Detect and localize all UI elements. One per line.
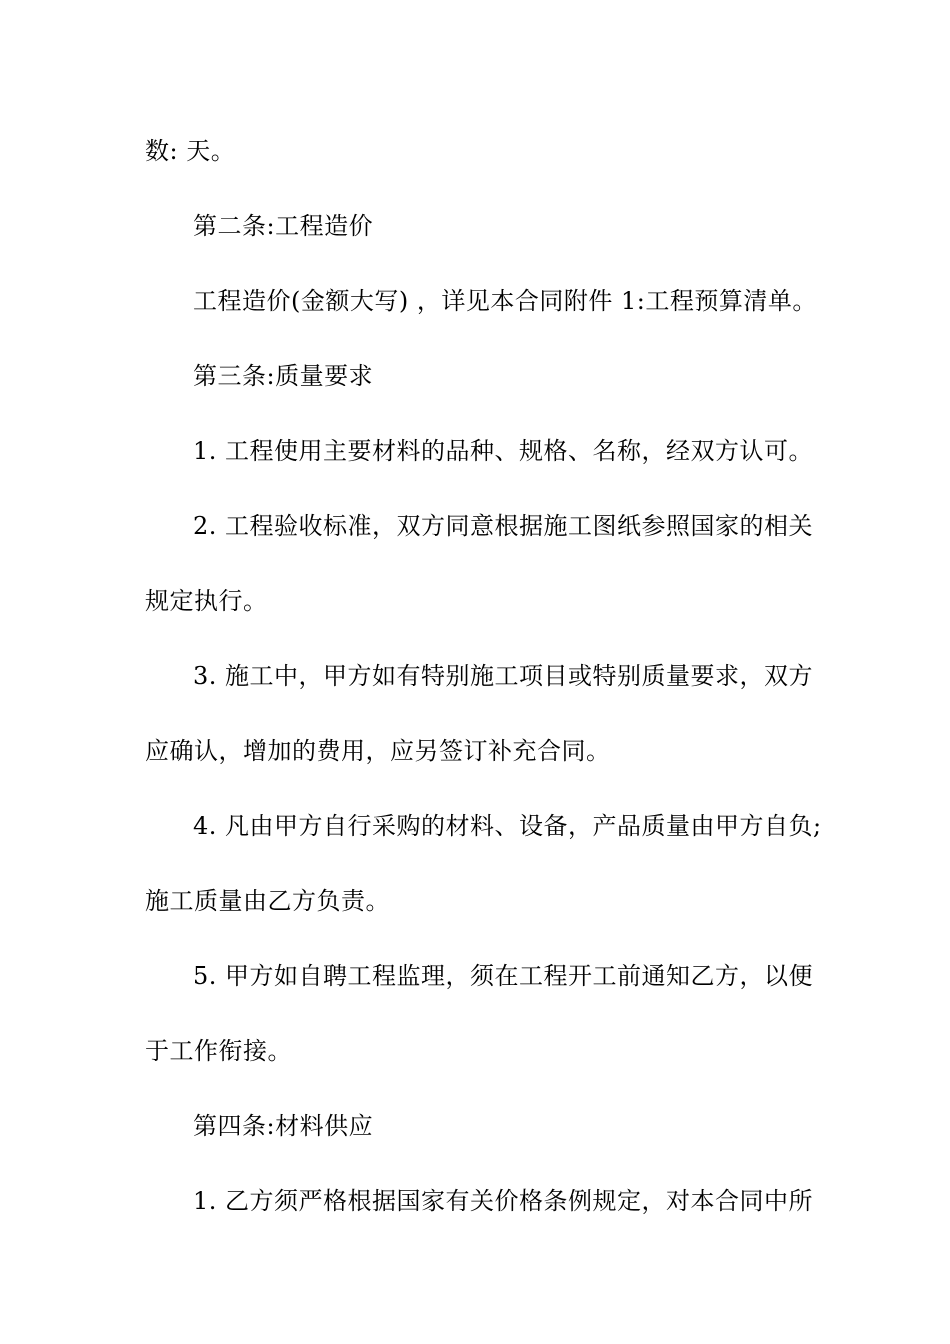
list-item-3-3-continued: 应确认，增加的费用，应另签订补充合同。 bbox=[145, 737, 611, 765]
list-item-3-5-continued: 于工作衔接。 bbox=[145, 1037, 292, 1065]
section-heading-3: 第三条:质量要求 bbox=[193, 362, 374, 390]
section-heading-4: 第四条:材料供应 bbox=[193, 1112, 374, 1140]
list-item-3-2: 2. 工程验收标准，双方同意根据施工图纸参照国家的相关 bbox=[193, 512, 814, 540]
list-item-3-2-continued: 规定执行。 bbox=[145, 587, 268, 615]
list-item-4-1: 1. 乙方须严格根据国家有关价格条例规定，对本合同中所 bbox=[193, 1187, 814, 1215]
text-line-1: 数: 天。 bbox=[145, 137, 236, 165]
list-item-3-5: 5. 甲方如自聘工程监理，须在工程开工前通知乙方，以便 bbox=[193, 962, 814, 990]
list-item-3-4-continued: 施工质量由乙方负责。 bbox=[145, 887, 390, 915]
list-item-3-4: 4. 凡由甲方自行采购的材料、设备，产品质量由甲方自负; bbox=[193, 812, 822, 840]
text-line-3: 工程造价(金额大写) ，详见本合同附件 1:工程预算清单。 bbox=[193, 287, 817, 315]
list-item-3-1: 1. 工程使用主要材料的品种、规格、名称，经双方认可。 bbox=[193, 437, 814, 465]
section-heading-2: 第二条:工程造价 bbox=[193, 212, 374, 240]
list-item-3-3: 3. 施工中，甲方如有特别施工项目或特别质量要求，双方 bbox=[193, 662, 814, 690]
